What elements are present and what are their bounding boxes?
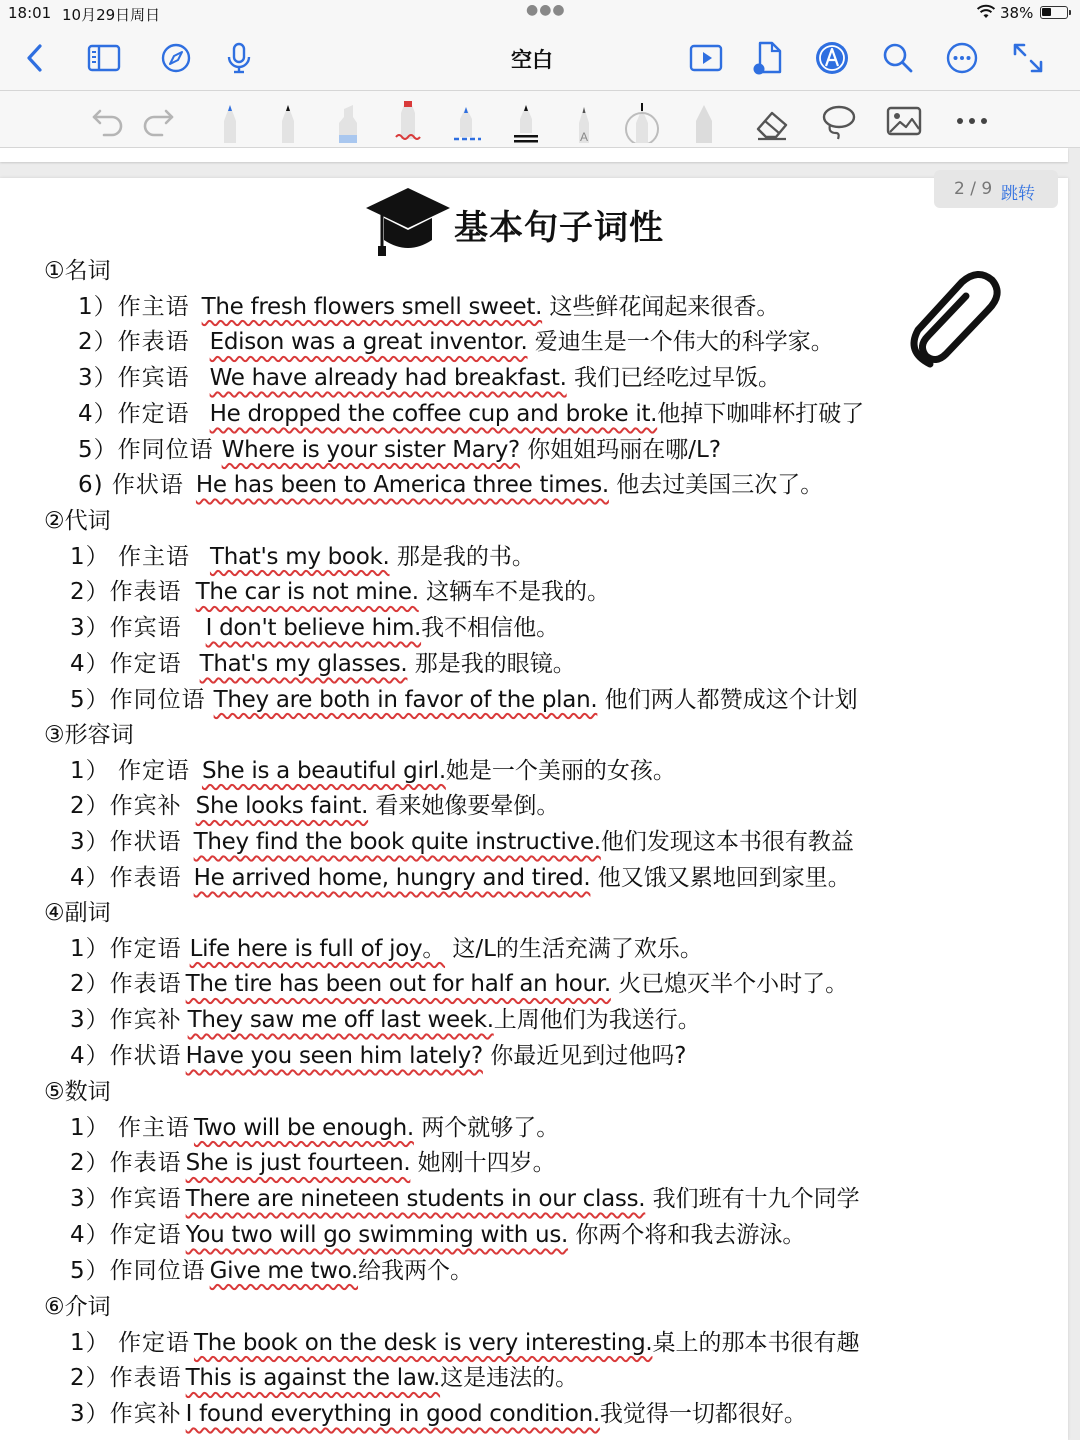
example-line xyxy=(70,791,559,821)
chinese-translation: 她刚十四岁。 xyxy=(410,1150,556,1177)
image-icon[interactable] xyxy=(884,99,924,143)
fill-tool-icon[interactable] xyxy=(684,99,724,143)
example-line xyxy=(70,1220,805,1250)
example-line xyxy=(70,969,848,999)
english-sentence: He dropped the coffee cup and broke it. xyxy=(209,400,658,427)
chinese-translation: 他又饿又累地回到家里。 xyxy=(590,864,851,891)
example-line xyxy=(70,1363,578,1393)
usage-label: 2）作表语 xyxy=(78,329,190,356)
example-line xyxy=(78,470,823,500)
page-indicator[interactable] xyxy=(934,170,1058,208)
status-bar xyxy=(0,0,1080,26)
example-line xyxy=(70,685,858,715)
usage-label: 1） 作定语 xyxy=(70,757,190,784)
example-line xyxy=(70,1399,807,1429)
english-sentence: She is a beautiful girl. xyxy=(201,757,446,784)
sidebar-icon[interactable] xyxy=(86,40,122,76)
redo-icon[interactable] xyxy=(138,99,178,143)
example-line xyxy=(70,613,559,643)
more-tools-icon[interactable] xyxy=(952,99,992,143)
english-sentence: I found everything in good condition. xyxy=(185,1401,600,1428)
english-sentence: They saw me off last week. xyxy=(187,1007,494,1034)
usage-label: 3）作宾补 xyxy=(70,1007,182,1034)
chinese-translation: 你两个将和我去游泳。 xyxy=(568,1221,806,1248)
english-sentence: Edison was a great inventor. xyxy=(209,329,528,356)
chinese-translation: 我们班有十九个同学 xyxy=(645,1186,860,1213)
usage-label: 1） 作主语 xyxy=(70,1114,190,1141)
pen-blue-icon[interactable] xyxy=(446,99,486,143)
pen-black-icon[interactable] xyxy=(268,99,308,143)
english-sentence: The book on the desk is very interesting. xyxy=(193,1329,653,1356)
usage-label: 2）作表语 xyxy=(70,1365,182,1392)
usage-label: 3）作状语 xyxy=(70,829,182,856)
example-line xyxy=(70,934,703,964)
example-line xyxy=(70,1148,556,1178)
example-line xyxy=(70,1256,473,1286)
example-line xyxy=(70,1041,686,1071)
chinese-translation: 爱迪生是一个伟大的科学家。 xyxy=(527,329,834,356)
english-sentence: This is against the law. xyxy=(185,1365,441,1392)
usage-label: 3）作宾语 xyxy=(70,615,182,642)
usage-label: 3）作宾语 xyxy=(78,365,190,392)
english-sentence: He arrived home, hungry and tired. xyxy=(193,864,591,891)
section-title: ⑤数词 xyxy=(44,1079,111,1105)
usage-label: 4）作状语 xyxy=(70,1042,182,1069)
usage-label: 2）作表语 xyxy=(70,579,182,606)
example-line xyxy=(78,435,721,465)
usage-label: 6) 作状语 xyxy=(78,472,184,499)
english-sentence: I don't believe him. xyxy=(205,615,422,642)
chinese-translation: 火已熄灭半个小时了。 xyxy=(610,971,849,998)
shape-tool-icon[interactable] xyxy=(622,99,662,143)
english-sentence: Give me two. xyxy=(209,1257,359,1284)
compass-icon[interactable] xyxy=(158,40,194,76)
chinese-translation: 那是我的书。 xyxy=(389,543,535,570)
english-sentence: She is just fourteen. xyxy=(185,1150,411,1177)
graduation-cap-icon xyxy=(364,184,454,260)
example-line xyxy=(78,327,834,357)
page-count: 2 / 9 xyxy=(954,179,993,199)
previous-page-edge xyxy=(0,148,1068,162)
eraser-icon[interactable] xyxy=(752,99,792,143)
usage-label: 3）作宾语 xyxy=(70,1186,182,1213)
nav-bar xyxy=(0,26,1080,91)
usage-label: 4）作表语 xyxy=(70,864,182,891)
usage-label: 4）作定语 xyxy=(70,650,182,677)
english-sentence: You two will go swimming with us. xyxy=(185,1221,569,1248)
chinese-translation: 他们发现这本书很有教益 xyxy=(600,829,854,856)
english-sentence: He has been to America three times. xyxy=(195,472,609,499)
status-date: 10月29日周日 xyxy=(62,6,161,24)
section-title: ③形容词 xyxy=(44,722,134,748)
chevron-left-icon[interactable] xyxy=(18,40,54,76)
usage-label: 4）作定语 xyxy=(70,1221,182,1248)
more-icon[interactable] xyxy=(944,40,980,76)
example-line xyxy=(70,1113,559,1143)
chinese-translation: 这些鲜花闻起来很香。 xyxy=(542,293,780,320)
example-line xyxy=(70,542,535,572)
english-sentence: They are both in favor of the plan. xyxy=(213,686,598,713)
chinese-translation: 这/L的生活充满了欢乐。 xyxy=(445,935,703,962)
chinese-translation: 他掉下咖啡杯打破了 xyxy=(657,400,865,427)
undo-icon[interactable] xyxy=(88,99,128,143)
battery-percent: 38% xyxy=(1000,4,1034,22)
battery-icon xyxy=(1040,6,1068,19)
english-sentence: Two will be enough. xyxy=(193,1114,414,1141)
english-sentence: Where is your sister Mary? xyxy=(221,436,520,463)
section-title: ⑥介词 xyxy=(44,1294,111,1320)
chinese-translation: 我觉得一切都很好。 xyxy=(599,1401,807,1428)
english-sentence: That's my glasses. xyxy=(199,650,408,677)
english-sentence: We have already had breakfast. xyxy=(209,365,567,392)
chinese-translation: 你最近见到过他吗? xyxy=(482,1042,687,1069)
example-line xyxy=(70,649,576,679)
example-line xyxy=(78,363,781,393)
pen-mode-icon[interactable] xyxy=(814,40,850,76)
english-sentence: They find the book quite instructive. xyxy=(193,829,601,856)
pen-icon[interactable] xyxy=(210,99,250,143)
chinese-translation: 这辆车不是我的。 xyxy=(418,579,611,606)
usage-label: 1）作定语 xyxy=(70,935,182,962)
chinese-translation: 你姐姐玛丽在哪/L? xyxy=(519,436,722,463)
doc-title: 基本句子词性 xyxy=(454,208,664,248)
section-title: ②代词 xyxy=(44,508,111,534)
english-sentence: The tire has been out for half an hour. xyxy=(185,971,611,998)
english-sentence: She looks faint. xyxy=(195,793,369,820)
english-sentence: There are nineteen students in our class. xyxy=(185,1186,646,1213)
usage-label: 2）作表语 xyxy=(70,1150,182,1177)
lasso-icon[interactable] xyxy=(818,99,858,143)
status-time: 18:01 xyxy=(8,4,52,22)
chinese-translation: 给我两个。 xyxy=(358,1257,474,1284)
english-sentence: Have you seen him lately? xyxy=(185,1042,483,1069)
pen-underline-icon[interactable] xyxy=(506,99,546,143)
chinese-translation: 那是我的眼镜。 xyxy=(407,650,576,677)
example-line xyxy=(70,1184,860,1214)
section-title: ①名词 xyxy=(44,258,111,284)
wifi-icon xyxy=(976,4,996,20)
svg-text:A: A xyxy=(579,130,589,143)
tool-bar xyxy=(0,91,1080,148)
example-line xyxy=(78,292,779,322)
present-icon[interactable] xyxy=(688,40,724,76)
english-sentence: The car is not mine. xyxy=(195,579,419,606)
usage-label: 3）作宾补 xyxy=(70,1401,182,1428)
example-line xyxy=(70,1328,859,1358)
chinese-translation: 我们已经吃过早饭。 xyxy=(566,365,781,392)
chinese-translation: 这是违法的。 xyxy=(440,1365,579,1392)
paperclip-icon xyxy=(900,268,1004,378)
chinese-translation: 两个就够了。 xyxy=(413,1114,560,1141)
example-line xyxy=(78,399,864,429)
example-line xyxy=(70,863,851,893)
jump-button[interactable]: 跳转 xyxy=(1001,184,1035,204)
english-sentence: Life here is full of joy。 xyxy=(189,935,446,962)
chinese-translation: 看来她像要晕倒。 xyxy=(368,793,560,820)
chinese-translation: 他们两人都赞成这个计划 xyxy=(597,686,858,713)
search-icon[interactable] xyxy=(880,40,916,76)
usage-label: 2）作宾补 xyxy=(70,793,182,820)
english-sentence: That's my book. xyxy=(209,543,390,570)
example-line xyxy=(70,827,854,857)
microphone-icon[interactable] xyxy=(221,40,257,76)
usage-label: 4）作定语 xyxy=(78,400,190,427)
example-line xyxy=(70,756,676,786)
expand-icon[interactable] xyxy=(1010,40,1046,76)
chinese-translation: 他去过美国三次了。 xyxy=(608,472,824,499)
usage-label: 1） 作主语 xyxy=(70,543,190,570)
example-line xyxy=(70,577,610,607)
document-icon[interactable] xyxy=(750,40,786,76)
doc-title-block xyxy=(364,184,684,260)
highlighter-icon[interactable] xyxy=(328,99,368,143)
example-line xyxy=(70,1005,701,1035)
chinese-translation: 她是一个美丽的女孩。 xyxy=(445,757,676,784)
section-title: ④副词 xyxy=(44,900,111,926)
multitask-dots-icon[interactable]: ●●● xyxy=(526,2,566,18)
text-tool-icon[interactable] xyxy=(564,99,604,143)
usage-label: 5）作同位语 xyxy=(78,436,214,463)
usage-label: 5）作同位语 xyxy=(70,686,206,713)
chinese-translation: 我不相信他。 xyxy=(421,615,560,642)
pen-red-icon[interactable] xyxy=(388,99,428,143)
usage-label: 2）作表语 xyxy=(70,971,182,998)
document-title: 空白 xyxy=(511,48,553,72)
usage-label: 5）作同位语 xyxy=(70,1257,206,1284)
usage-label: 1） 作定语 xyxy=(70,1329,190,1356)
english-sentence: The fresh flowers smell sweet. xyxy=(201,293,543,320)
usage-label: 1）作主语 xyxy=(78,293,190,320)
chinese-translation: 上周他们为我送行。 xyxy=(493,1007,701,1034)
chinese-translation: 桌上的那本书很有趣 xyxy=(652,1329,860,1356)
